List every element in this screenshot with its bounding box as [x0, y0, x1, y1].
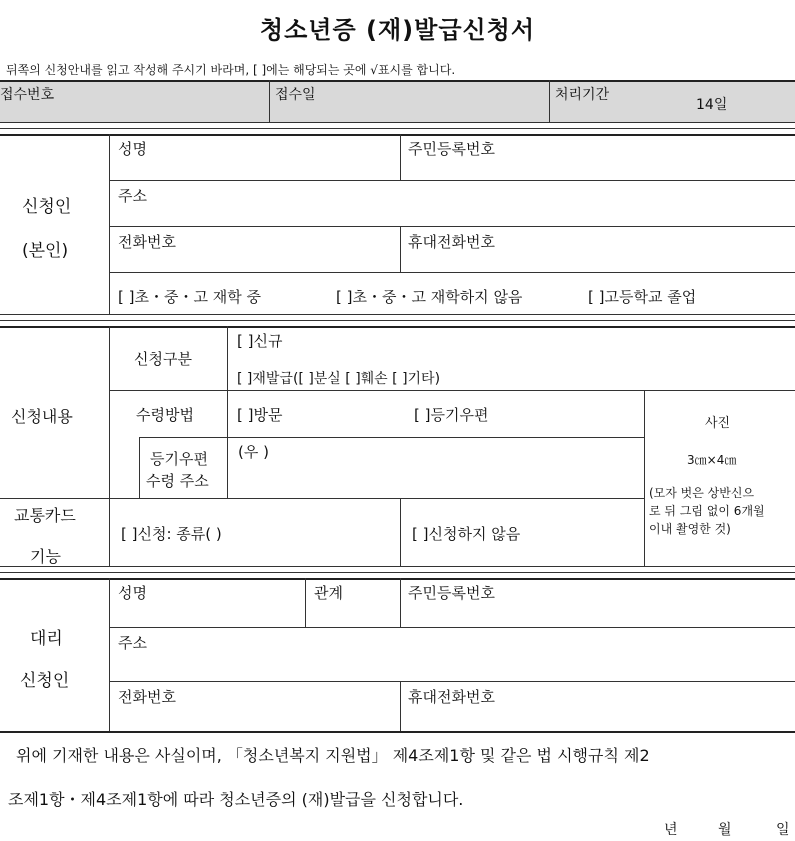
agent-phone-label: 전화번호	[118, 688, 176, 706]
mail-address-label-2: 수령 주소	[146, 472, 209, 490]
school-option-graduated[interactable]: [ ]고등학교 졸업	[588, 288, 697, 306]
applicant-sublabel: (본인)	[22, 241, 69, 261]
mail-address-label-1: 등기우편	[150, 450, 208, 468]
receipt-no-label: 접수번호	[0, 87, 55, 103]
transit-label-1: 교통카드	[14, 506, 76, 525]
applicant-mobile-label: 휴대전화번호	[408, 233, 495, 251]
agent-address-label: 주소	[118, 634, 147, 652]
photo-note-3: 이내 촬영한 것)	[649, 522, 731, 536]
applicant-address-label: 주소	[118, 187, 147, 205]
declaration-line-1: 위에 기재한 내용은 사실이며, 「청소년복지 지원법」 제4조제1항 및 같은 법 시행규칙 제2	[16, 746, 650, 765]
receipt-date-label: 접수일	[275, 87, 316, 103]
receive-method-label: 수령방법	[136, 406, 194, 424]
instruction-text: 뒤쪽의 신청안내를 읽고 작성해 주시기 바라며, [ ]에는 해당되는 곳에 √표시를 합니다.	[6, 63, 456, 77]
transit-decline-option[interactable]: [ ]신청하지 않음	[412, 525, 521, 543]
request-type-new[interactable]: [ ]신규	[237, 332, 283, 350]
request-type-label: 신청구분	[134, 350, 192, 368]
applicant-resident-no-label: 주민등록번호	[408, 140, 495, 158]
date-month-label: 월	[718, 822, 732, 838]
form-title: 청소년증 (재)발급신청서	[259, 16, 536, 44]
agent-mobile-label: 휴대전화번호	[408, 688, 495, 706]
request-section-label: 신청내용	[11, 407, 73, 426]
applicant-label: 신청인	[22, 197, 72, 217]
date-day-label: 일	[776, 822, 790, 838]
agent-label-2: 신청인	[20, 671, 70, 691]
transit-apply-option[interactable]: [ ]신청: 종류( )	[121, 525, 222, 543]
school-option-enrolled[interactable]: [ ]초・중・고 재학 중	[118, 288, 261, 306]
agent-relation-label: 관계	[314, 584, 343, 602]
receive-visit-option[interactable]: [ ]방문	[237, 406, 283, 424]
receive-mail-option[interactable]: [ ]등기우편	[414, 406, 489, 424]
request-type-reissue[interactable]: [ ]재발급([ ]분실 [ ]훼손 [ ]기타)	[237, 371, 441, 387]
applicant-name-label: 성명	[118, 140, 147, 158]
photo-label: 사진	[705, 416, 731, 431]
processing-period-value: 14일	[696, 97, 728, 113]
agent-label-1: 대리	[30, 629, 63, 649]
school-option-not-enrolled[interactable]: [ ]초・중・고 재학하지 않음	[336, 288, 523, 306]
agent-resident-no-label: 주민등록번호	[408, 584, 495, 602]
date-year-label: 년	[664, 822, 678, 838]
photo-size: 3㎝×4㎝	[687, 453, 737, 467]
postal-code-field[interactable]: (우 )	[238, 443, 269, 461]
agent-name-label: 성명	[118, 584, 147, 602]
header-bar	[0, 80, 795, 122]
photo-note-2: 로 뒤 그림 없이 6개월	[649, 504, 765, 518]
processing-period-label: 처리기간	[555, 87, 610, 103]
applicant-phone-label: 전화번호	[118, 233, 176, 251]
photo-note-1: (모자 벗은 상반신으	[649, 486, 755, 500]
declaration-line-2: 조제1항・제4조제1항에 따라 청소년증의 (재)발급을 신청합니다.	[8, 790, 464, 809]
transit-label-2: 기능	[30, 547, 61, 566]
